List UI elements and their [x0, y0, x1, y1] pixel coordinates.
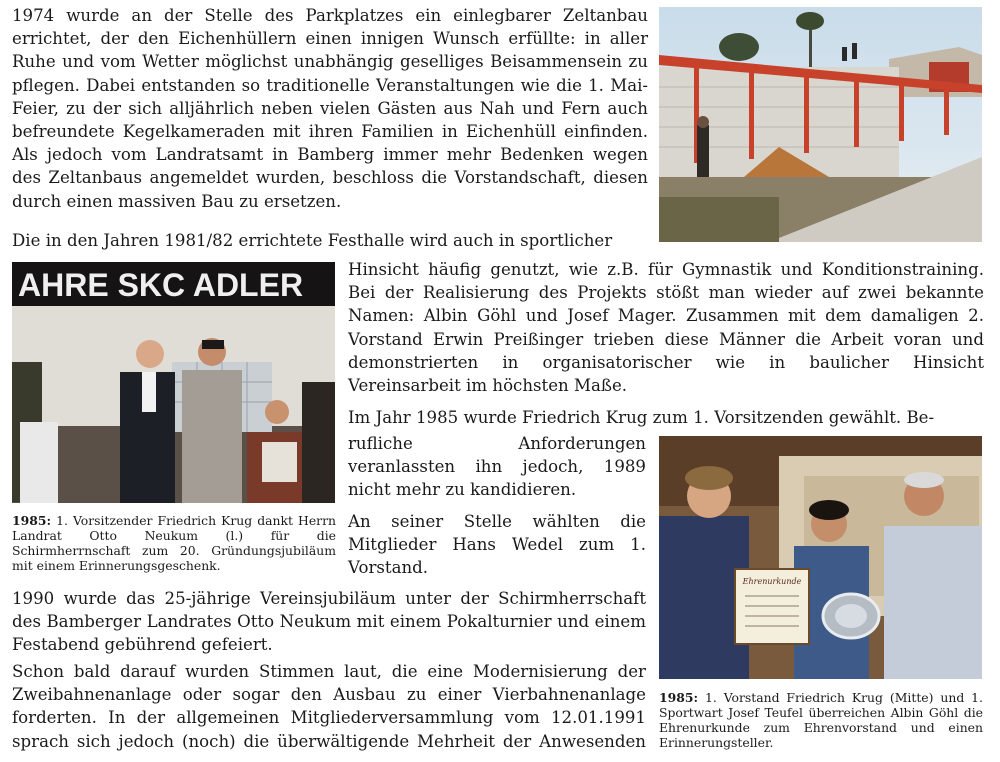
paragraph-krug-line1: Im Jahr 1985 wurde Friedrich Krug zum 1. Vorsitzenden gewählt. Be-: [348, 408, 935, 427]
paragraph-festhalle-line1: Die in den Jahren 1981/82 errichtete Festhalle wird auch in sportlicher: [12, 231, 613, 250]
ceremony-photo: [12, 262, 335, 503]
paragraph-wedel: An seiner Stelle wählten die Mitglieder Hans Wedel zum 1. Vorstand.: [348, 512, 646, 578]
banner-text: AHRE SKC ADLER: [18, 267, 304, 303]
paragraph-krug: rufliche Anforderungen veranlassten ihn jedoch, 1989 nicht mehr zu kandidieren.: [348, 434, 646, 500]
award-photo: [659, 436, 982, 679]
award-caption: 1985: 1. Vorstand Friedrich Krug (Mitte) und 1. Sportwart Josef Teufel überreichen Albin Göhl die Ehrenurkunde zum Ehrenvorstand und einen Erinnerungsteller.: [659, 690, 983, 750]
paragraph-modernisierung: Schon bald darauf wurden Stimmen laut, die eine Modernisierung der Zweibahnenanlage oder sogar den Ausbau zu einer Vierbahnenanlage forderten. In der allgemeinen Mitgliederversammlung vom 12.01.1991 sprach sich jedoch (noch) die überwältigende Mehrheit der Anwesenden: [12, 662, 646, 751]
paragraph-zeltanbau: 1974 wurde an der Stelle des Parkplatzes ein einlegbarer Zeltanbau errichtet, der den Eichenhüllern einen innigen Wunsch erfüllte: in aller Ruhe und vom Wetter möglichst unabhängig geselliges Beisammensein zu pflegen. Dabei entstanden so traditionelle Veranstaltungen wie die 1. Mai-Feier, zu der sich alljährlich neben vielen Gästen aus Nah und Fern auch befreundete Kegelkameraden mit ihren Familien in Eichenhüll einfinden. Als jedoch vom Landratsamt in Bamberg immer mehr Bedenken wegen des Zeltanbaus angemeldet wurden, beschloss die Vorstandschaft, diesen durch einen massiven Bau zu ersetzen.: [12, 6, 648, 211]
ceremony-caption: 1985: 1. Vorsitzender Friedrich Krug dankt Herrn Landrat Otto Neukum (l.) für die Schirmherrnschaft zum 20. Gründungsjubiläum mit einem Erinnerungsgeschenk.: [12, 513, 336, 573]
paragraph-jubilaeum: 1990 wurde das 25-jährige Vereinsjubiläum unter der Schirmherrschaft des Bamberger Landrates Otto Neukum mit einem Pokalturnier und einem Festabend gebührend gefeiert.: [12, 589, 646, 655]
paragraph-festhalle: Hinsicht häufig genutzt, wie z.B. für Gymnastik und Konditionstraining. Bei der Realisierung des Projekts stößt man wieder auf zwei bekannte Namen: Albin Göhl und Josef Mager. Zusammen mit dem damaligen 2. Vorstand Erwin Preißinger trieben diese Männer die Arbeit voran und demonstrierten in organisatorischer wie in baulicher Hinsicht Vereinsarbeit im höchsten Maße.: [348, 260, 984, 396]
construction-photo: [659, 7, 982, 242]
certificate-text: Ehrenurkunde: [742, 577, 802, 586]
